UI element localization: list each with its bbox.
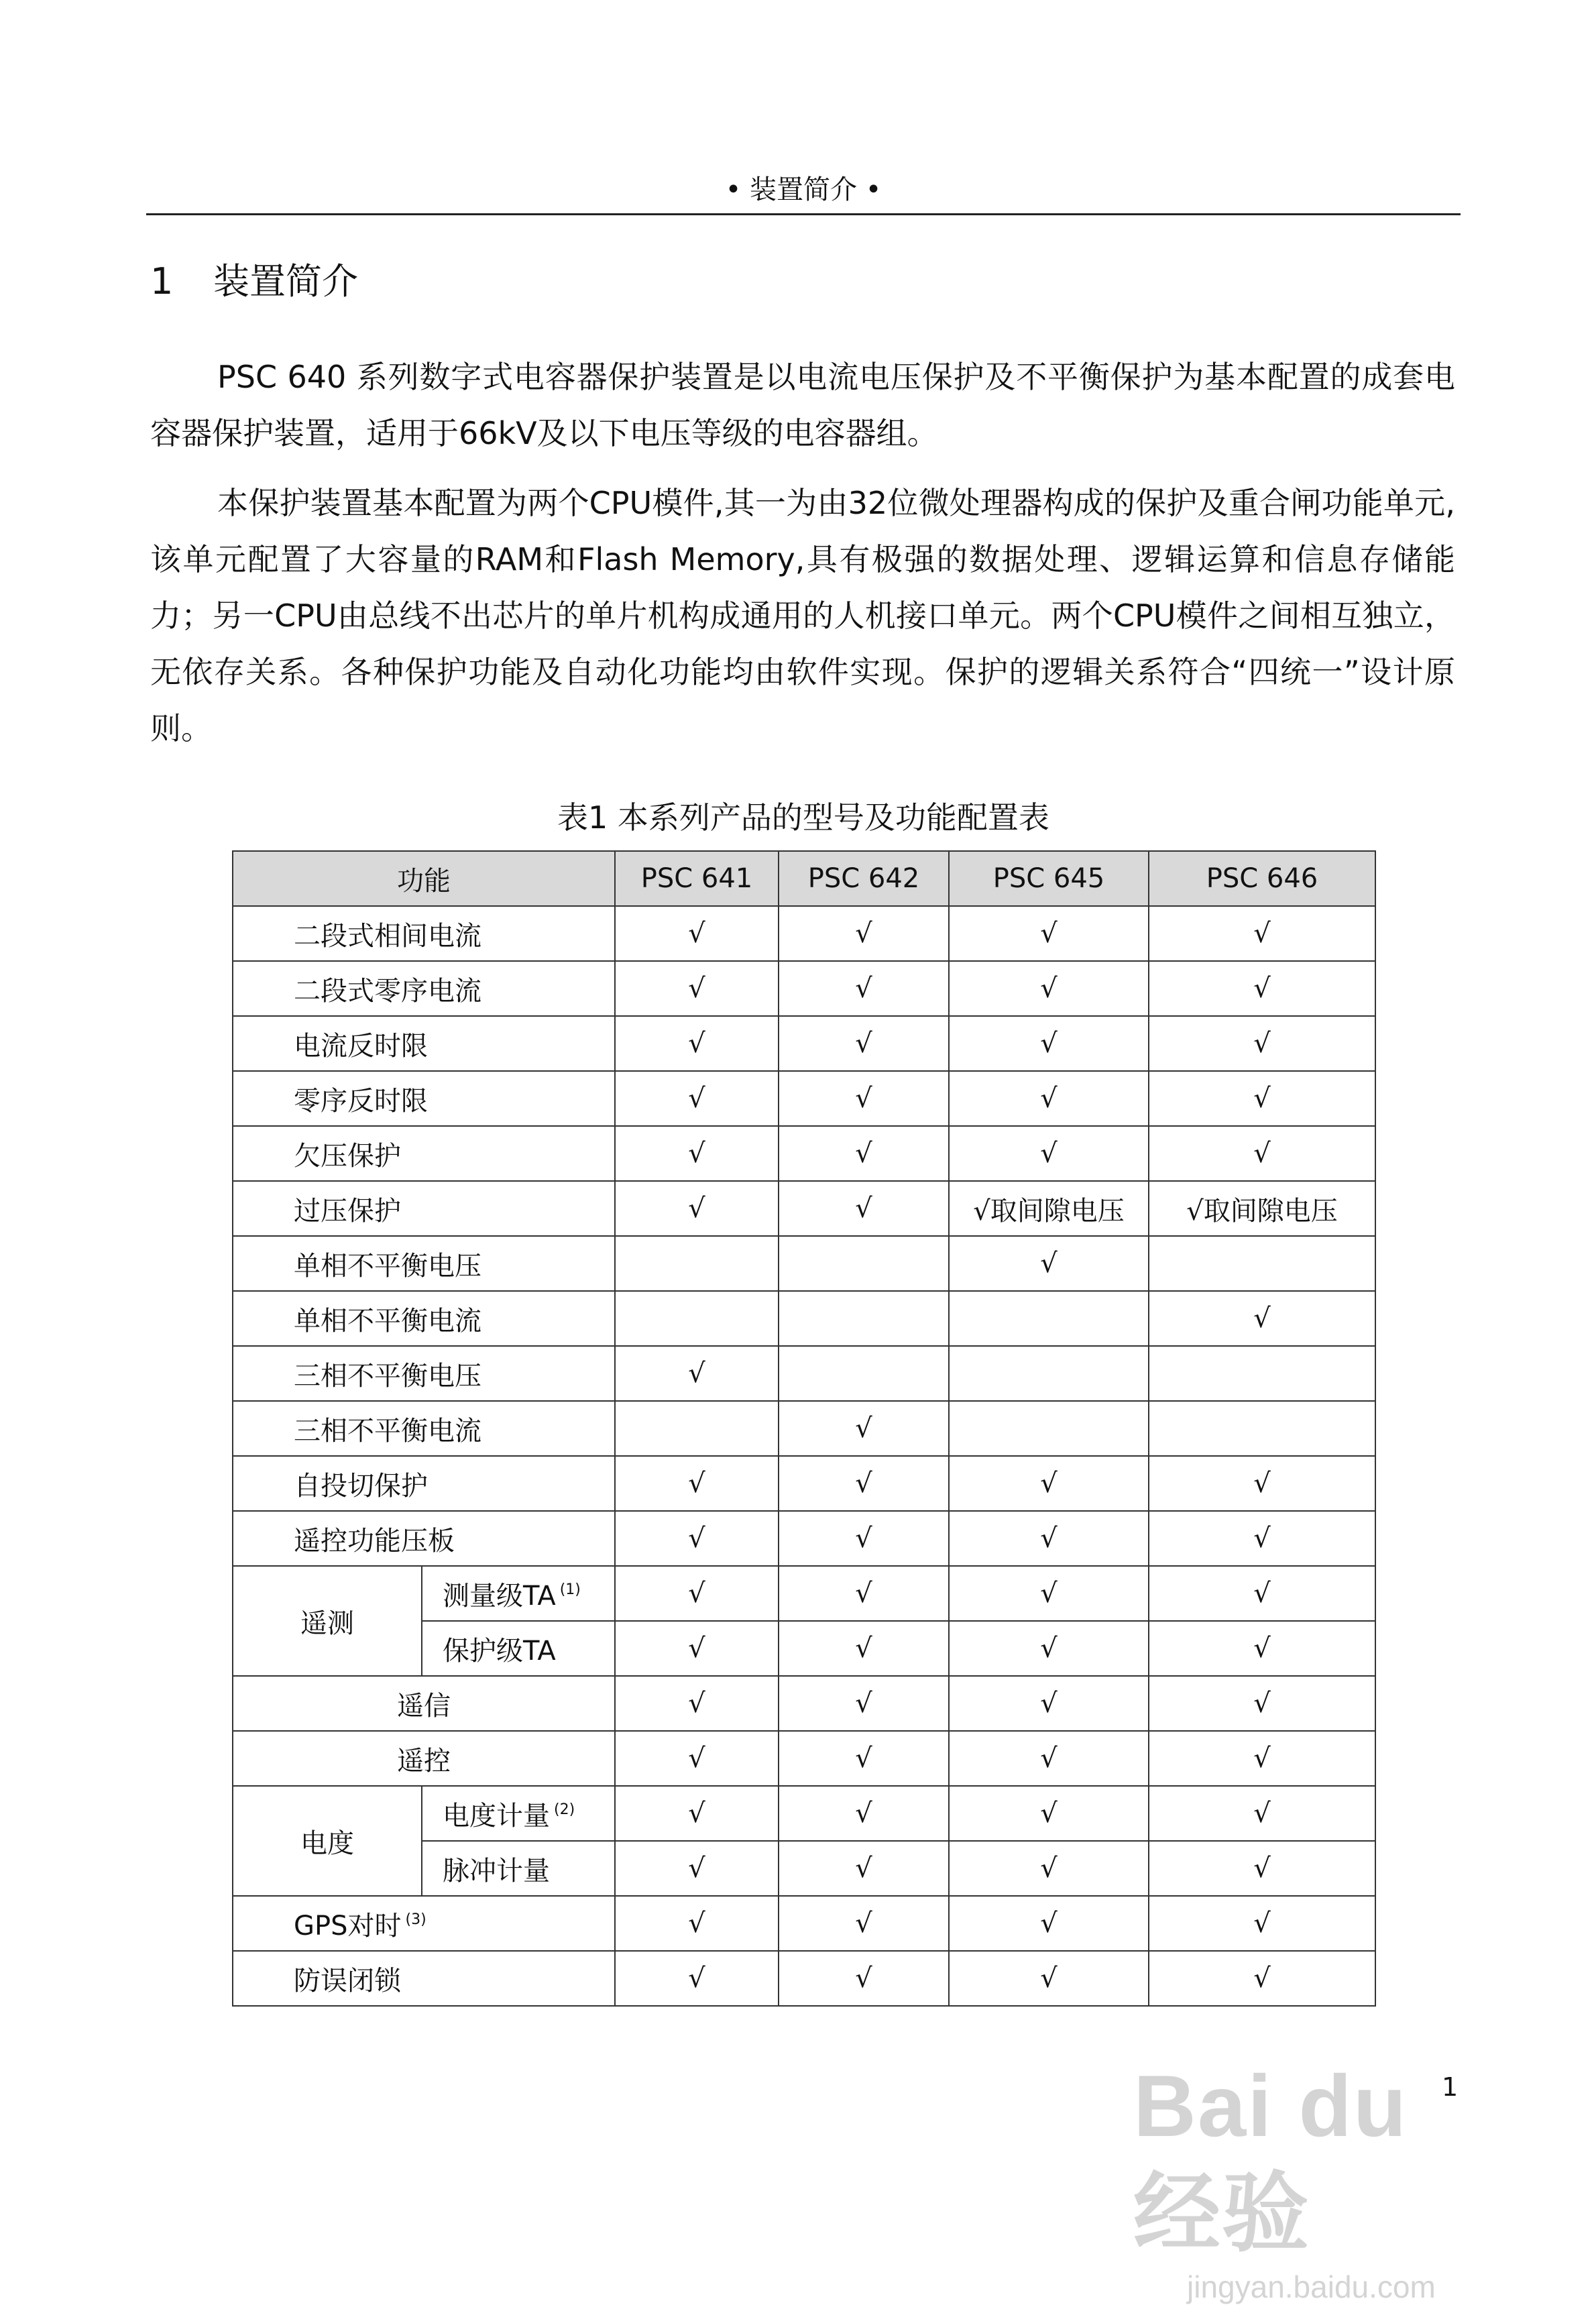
row-label	[233, 1401, 615, 1456]
table-cell: √	[779, 1566, 949, 1621]
table-cell: √	[949, 1896, 1149, 1951]
table-cell: √	[779, 906, 949, 961]
table-cell: √	[1149, 1456, 1375, 1511]
watermark-url: jingyan.baidu.com	[1187, 2269, 1436, 2304]
table-cell: √	[779, 961, 949, 1016]
table-header-row	[233, 851, 1375, 906]
row-label-text: 遥控	[397, 1745, 451, 1777]
table-cell: √	[615, 1786, 779, 1841]
row-label	[233, 1126, 615, 1181]
row-label	[233, 1896, 615, 1951]
page-number: 1	[1442, 2072, 1459, 2102]
row-label	[422, 1786, 615, 1841]
table-cell: √	[1149, 1016, 1375, 1071]
row-label-text: 自投切保护	[294, 1470, 428, 1502]
header-cell: 功能	[233, 851, 615, 906]
table-cell: √	[949, 1511, 1149, 1566]
table-cell	[949, 1401, 1149, 1456]
table-cell: √	[1149, 1566, 1375, 1621]
table-cell: √	[615, 1566, 779, 1621]
table-cell: √	[1149, 1786, 1375, 1841]
table-cell: √	[615, 1181, 779, 1236]
row-label	[233, 1016, 615, 1071]
row-label	[233, 1676, 615, 1731]
footnote-marker: (2)	[554, 1801, 575, 1818]
row-label	[233, 1951, 615, 2006]
table-row	[233, 1236, 1375, 1291]
table-row	[233, 1071, 1375, 1126]
feature-table	[232, 850, 1376, 2007]
table-cell	[779, 1236, 949, 1291]
table-cell: √	[949, 1126, 1149, 1181]
table-row	[233, 1401, 1375, 1456]
row-label-text: 过压保护	[294, 1195, 401, 1227]
table-row	[233, 1676, 1375, 1731]
row-label	[233, 1236, 615, 1291]
header-cell: PSC 641	[615, 851, 779, 906]
table-cell: √	[615, 1676, 779, 1731]
row-label-text: 测量级TA	[443, 1580, 556, 1612]
table-row	[233, 906, 1375, 961]
row-label-text: 单相不平衡电流	[294, 1305, 481, 1337]
row-label-text: 遥控功能压板	[294, 1525, 455, 1557]
row-label	[233, 1456, 615, 1511]
table-cell: √	[1149, 1291, 1375, 1346]
table-cell: √	[1149, 961, 1375, 1016]
group-label: 遥测	[233, 1566, 422, 1676]
config-paragraph: 本保护装置基本配置为两个CPU模件,其一为由32位微处理器构成的保护及重合闸功能单元,该单元配置了大容量的RAM和Flash Memory,具有极强的数据处理、逻辑运算和信息存储能力；另一CPU由总线不出芯片的单片机构成通用的人机接口单元。两个CPU模件之间相互独立，无依存关系。各种保护功能及自动化功能均由软件实现。保护的逻辑关系符合“四统一”设计原则。	[150, 485, 1455, 746]
table-cell: √	[1149, 1731, 1375, 1786]
section-number: 1	[150, 260, 174, 302]
row-label-text: 二段式相间电流	[294, 920, 481, 952]
header-cell: PSC 645	[949, 851, 1149, 906]
table-cell	[779, 1346, 949, 1401]
table-cell: √	[615, 1511, 779, 1566]
table-cell: √	[615, 1016, 779, 1071]
table-cell: √	[779, 1071, 949, 1126]
section-heading	[150, 255, 358, 308]
table-cell: √	[779, 1786, 949, 1841]
table-cell	[949, 1291, 1149, 1346]
table-row	[233, 961, 1375, 1016]
row-label-text: 电度计量	[443, 1800, 550, 1832]
table-cell: √	[779, 1676, 949, 1731]
table-cell: √	[615, 1071, 779, 1126]
row-label	[422, 1621, 615, 1676]
table-cell: √	[779, 1621, 949, 1676]
row-label-text: 三相不平衡电流	[294, 1415, 481, 1447]
table-row	[233, 1291, 1375, 1346]
table-cell: √	[1149, 1951, 1375, 2006]
row-label-text: 三相不平衡电压	[294, 1360, 481, 1392]
row-label-text: GPS对时	[294, 1910, 402, 1942]
table-cell	[1149, 1236, 1375, 1291]
table-cell: √	[779, 1841, 949, 1896]
table-row	[233, 1731, 1375, 1786]
table-cell: √	[779, 1951, 949, 2006]
table-cell: √取间隙电压	[949, 1181, 1149, 1236]
row-label-text: 二段式零序电流	[294, 975, 481, 1007]
table-caption: 表1 本系列产品的型号及功能配置表	[557, 799, 1049, 836]
table-cell: √	[1149, 1621, 1375, 1676]
row-label-text: 保护级TA	[443, 1635, 556, 1667]
table-cell	[615, 1291, 779, 1346]
table-cell: √	[949, 1841, 1149, 1896]
section-title: 装置简介	[213, 260, 358, 302]
table-cell: √	[779, 1016, 949, 1071]
row-label	[233, 906, 615, 961]
table-cell: √	[949, 1236, 1149, 1291]
table-cell: √	[615, 1951, 779, 2006]
table-cell: √	[615, 1126, 779, 1181]
table-cell: √	[779, 1896, 949, 1951]
header-cell: PSC 646	[1149, 851, 1375, 906]
table-cell: √	[1149, 1511, 1375, 1566]
table-cell: √	[615, 906, 779, 961]
row-label	[422, 1841, 615, 1896]
table-cell: √	[615, 961, 779, 1016]
table-cell: √取间隙电压	[1149, 1181, 1375, 1236]
table-cell: √	[779, 1181, 949, 1236]
table-cell	[1149, 1346, 1375, 1401]
row-label	[233, 1291, 615, 1346]
table-cell: √	[949, 1731, 1149, 1786]
table-cell: √	[779, 1126, 949, 1181]
table-row	[233, 1346, 1375, 1401]
table-cell	[615, 1236, 779, 1291]
running-header: • 装置简介 •	[146, 166, 1461, 215]
intro-paragraph: PSC 640 系列数字式电容器保护装置是以电流电压保护及不平衡保护为基本配置的成套电容器保护装置，适用于66kV及以下电压等级的电容器组。	[150, 359, 1455, 451]
table-cell: √	[779, 1401, 949, 1456]
row-label	[422, 1566, 615, 1621]
footnote-marker: (3)	[405, 1911, 426, 1928]
table-cell: √	[615, 1731, 779, 1786]
row-label	[233, 1511, 615, 1566]
table-cell: √	[949, 906, 1149, 961]
table-cell: √	[1149, 906, 1375, 961]
table-cell	[615, 1401, 779, 1456]
row-label-text: 脉冲计量	[443, 1855, 550, 1887]
table-cell: √	[779, 1456, 949, 1511]
row-label-text: 遥信	[397, 1690, 451, 1722]
row-label-text: 欠压保护	[294, 1140, 401, 1172]
row-label	[233, 1346, 615, 1401]
table-row	[233, 1786, 1375, 1841]
table-cell	[1149, 1401, 1375, 1456]
table-cell: √	[949, 1676, 1149, 1731]
baidu-jingyan-watermark	[1133, 2052, 1509, 2304]
table-cell: √	[615, 1621, 779, 1676]
table-cell: √	[949, 1621, 1149, 1676]
table-row	[233, 1511, 1375, 1566]
table-cell: √	[949, 961, 1149, 1016]
table-row	[233, 1951, 1375, 2006]
table-cell: √	[615, 1346, 779, 1401]
table-row	[233, 1456, 1375, 1511]
table-cell: √	[949, 1951, 1149, 2006]
table-cell: √	[615, 1896, 779, 1951]
table-row	[233, 1896, 1375, 1951]
row-label-text: 防误闭锁	[294, 1965, 401, 1996]
table-row	[233, 1181, 1375, 1236]
table-cell: √	[949, 1071, 1149, 1126]
row-label-text: 零序反时限	[294, 1085, 428, 1117]
table-cell: √	[779, 1511, 949, 1566]
group-label: 电度	[233, 1786, 422, 1896]
table-row	[233, 1016, 1375, 1071]
header-cell: PSC 642	[779, 851, 949, 906]
table-cell: √	[1149, 1896, 1375, 1951]
row-label-text: 电流反时限	[294, 1030, 428, 1062]
row-label	[233, 1731, 615, 1786]
table-cell: √	[949, 1786, 1149, 1841]
row-label	[233, 1181, 615, 1236]
footnote-marker: (1)	[559, 1581, 581, 1598]
table-cell	[779, 1291, 949, 1346]
table-cell: √	[949, 1016, 1149, 1071]
table-cell: √	[1149, 1841, 1375, 1896]
watermark-logo: Bai du 经验	[1133, 2057, 1408, 2262]
table-cell: √	[1149, 1676, 1375, 1731]
table-cell: √	[615, 1456, 779, 1511]
table-row	[233, 1126, 1375, 1181]
row-label	[233, 1071, 615, 1126]
table-cell	[949, 1346, 1149, 1401]
row-label	[233, 961, 615, 1016]
table-row	[233, 1566, 1375, 1621]
table-cell: √	[779, 1731, 949, 1786]
table-cell: √	[1149, 1071, 1375, 1126]
row-label-text: 单相不平衡电压	[294, 1250, 481, 1282]
table-cell: √	[949, 1456, 1149, 1511]
table-cell: √	[1149, 1126, 1375, 1181]
table-cell: √	[949, 1566, 1149, 1621]
table-cell: √	[615, 1841, 779, 1896]
